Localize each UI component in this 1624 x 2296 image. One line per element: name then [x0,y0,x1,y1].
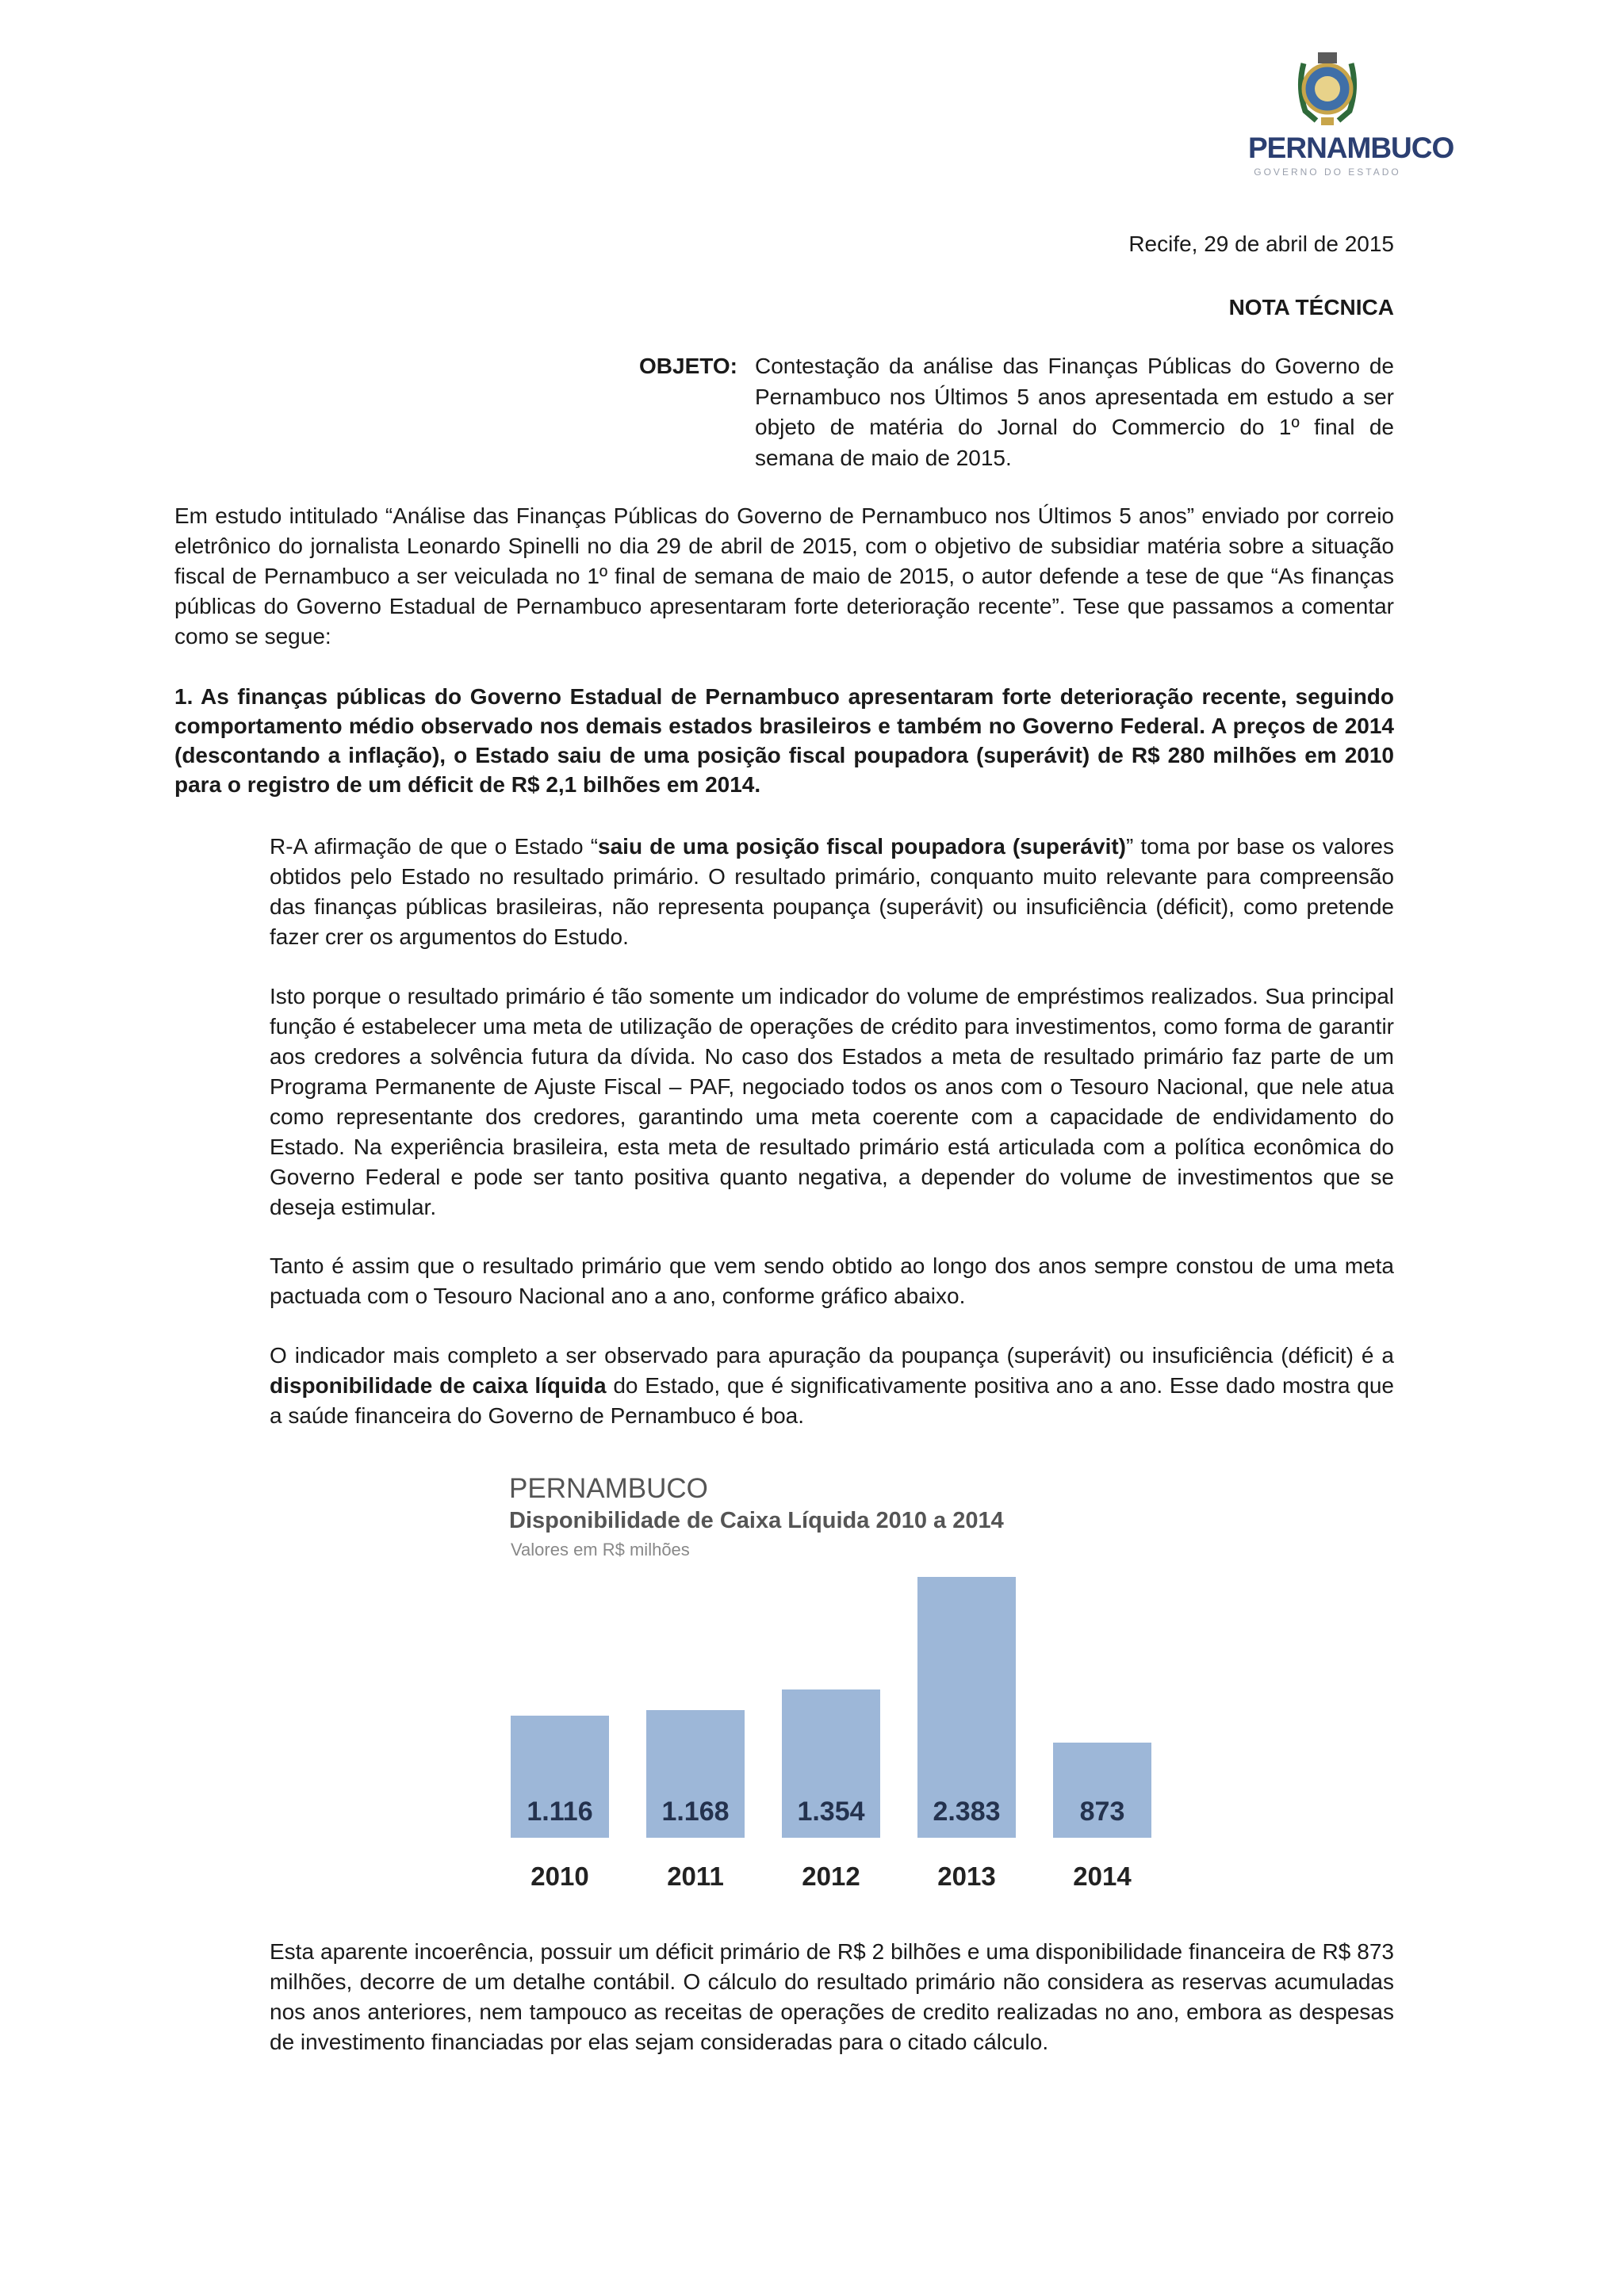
response-paragraph-5: Esta aparente incoerência, possuir um déficit primário de R$ 2 bilhões e uma disponibilidade financeira de R$ 873 milhões, decorre de um detalhe contábil. O cálculo do resultado primário não considera as reservas acumuladas nos anos anteriores, nem tampouco as receitas de operações de credito realizadas no ano, embora as despesas de investimento financiadas por elas sejam consideradas para o citado cálculo. [270,1939,1394,2054]
response-p4-end: do Estado, que é significativamente positiva ano a ano. Esse dado mostra que a saúde financeira do Governo de Pernambuco é boa. [270,1373,1394,1428]
chart-value-label: 1.168 [661,1797,730,1827]
pernambuco-logo [1248,48,1454,190]
coat-of-arms-icon [1248,48,1407,131]
intro-paragraph: Em estudo intitulado “Análise das Finanças Públicas do Governo de Pernambuco nos Últimos 5 anos” enviado por correio eletrônico do jornalista Leonardo Spinelli no dia 29 de abril de 2015, com o objetivo de subsidiar matéria sobre a situação fiscal de Pernambuco a ser veiculada no 1º final de semana de maio de 2015, o autor defende a tese de que “As finanças públicas do Governo Estadual de Pernambuco apresentaram forte deterioração recente”. Tese que passamos a comentar como se segue: [174,503,1394,649]
chart-category-label: 2014 [1073,1862,1132,1891]
document-date: Recife, 29 de abril de 2015 [1128,232,1394,256]
chart-value-label: 1.116 [527,1797,593,1827]
response-p1-start: R-A afirmação de que o Estado “ [270,834,599,859]
chart-category-label: 2013 [937,1862,996,1891]
chart-units-note: Valores em R$ milhões [511,1540,690,1559]
response-p4-start: O indicador mais completo a ser observado para apuração da poupança (superávit) ou insuficiência (déficit) é a [270,1343,1394,1368]
objeto-label: OBJETO: [639,354,737,378]
point-1-heading: 1. As finanças públicas do Governo Estadual de Pernambuco apresentaram forte deterioração recente, seguindo comportamento médio observado nos demais estados brasileiros e também no Governo Federal. A preços de 2014 (descontando a inflação), o Estado saiu de uma posição fiscal poupadora (superávit) de R$ 280 milhões em 2010 para o registro de um déficit de R$ 2,1 bilhões em 2014. [174,684,1394,797]
response-p1-end: ” toma por base os valores obtidos pelo Estado no resultado primário. O resultado primário, conquanto muito relevante para compreensão das finanças públicas brasileiras, não representa poupança (superávit) ou insuficiência (déficit), como pretende fazer crer os argumentos do Estudo. [270,834,1394,949]
cash-availability-chart [492,1457,1189,1917]
response-paragraph-4 [270,1341,1394,1431]
chart-title: PERNAMBUCO [509,1473,708,1504]
chart-category-label: 2012 [802,1862,860,1891]
logo-text: PERNAMBUCO [1248,132,1454,164]
chart-value-label: 873 [1079,1797,1125,1827]
chart-category-label: 2011 [667,1862,724,1891]
response-paragraph-2: Isto porque o resultado primário é tão somente um indicador do volume de empréstimos realizados. Sua principal função é estabelecer uma meta de utilização de operações de crédito para investimentos, como forma de garantir aos credores a solvência futura da dívida. No caso dos Estados a meta de resultado primário faz parte de um Programa Permanente de Ajuste Fiscal – PAF, negociado todos os anos com o Tesouro Nacional, que nele atua como representante dos credores, garantindo uma meta coerente com a capacidade de endividamento do Estado. Na experiência brasileira, esta meta de resultado primário está articulada com a política econômica do Governo Federal e pode ser tanto positiva quanto negativa, a depender do volume de investimentos que se deseja estimular. [270,984,1394,1219]
chart-value-label: 1.354 [797,1797,865,1827]
chart-subtitle: Disponibilidade de Caixa Líquida 2010 a 2014 [509,1508,1004,1533]
chart-value-label: 2.383 [933,1797,1001,1827]
response-p4-emphasis: disponibilidade de caixa líquida [270,1373,607,1398]
logo-subtext: GOVERNO DO ESTADO [1254,166,1401,178]
objeto-text: Contestação da análise das Finanças Públicas do Governo de Pernambuco nos Últimos 5 anos apresentada em estudo a ser objeto de matéria do Jornal do Commercio do 1º final de semana de maio de 2015. [755,354,1394,470]
response-p1-emphasis: saiu de uma posição fiscal poupadora (superávit) [598,834,1126,859]
chart-category-label: 2010 [530,1862,589,1891]
response-paragraph-1 [270,832,1394,952]
response-paragraph-3: Tanto é assim que o resultado primário que vem sendo obtido ao longo dos anos sempre constou de uma meta pactuada com o Tesouro Nacional ano a ano, conforme gráfico abaixo. [270,1253,1394,1308]
document-type: NOTA TÉCNICA [1228,295,1394,320]
